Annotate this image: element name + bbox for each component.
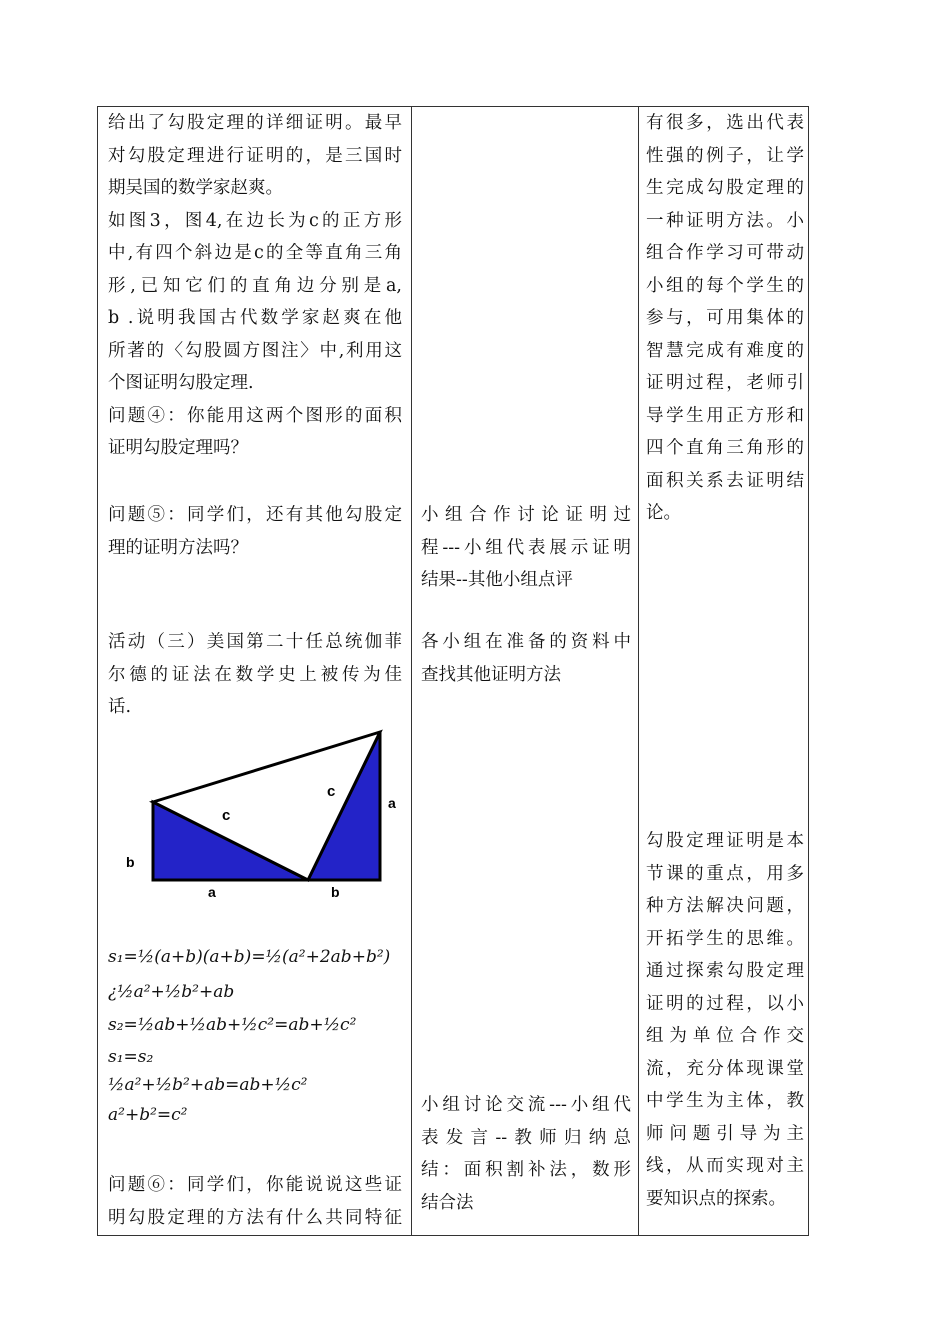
intent-block-key-point: 勾股定理证明是本 节课的重点，用多 种方法解决问题， 开拓学生的思维。 通过探索勾股定理 证明的过程，以小 组为单位合作交 流，充分体现课堂 中学生为主体，教 师问题引导为主 线，从而实现对主 要知识点的探索。: [646, 831, 804, 1209]
teaching-content-column: [98, 107, 412, 1235]
lesson-table: [97, 106, 809, 1236]
equation-s1-equals-s2: s₁=s₂: [108, 1047, 154, 1067]
summary-discussion-block: 小组讨论交流---小组代 表发言--教师归纳总 结：面积割补法，数形 结合法: [421, 1095, 631, 1213]
student-activity-column: [411, 107, 639, 1235]
label-b-bottom: b: [331, 884, 340, 900]
question-6-block: 问题⑥：同学们，你能说说这些证 明勾股定理的方法有什么共同特征: [108, 1175, 402, 1228]
equation-s1-expanded: ¿½a²+½b²+ab: [108, 982, 235, 1002]
garfield-trapezoid-figure: [118, 722, 398, 902]
equation-s1: s₁=½(a+b)(a+b)=½(a²+2ab+b²): [108, 947, 391, 967]
label-b-left: b: [126, 854, 135, 870]
equation-s2: s₂=½ab+½ab+½c²=ab+½c²: [108, 1015, 357, 1035]
label-c-left: c: [222, 807, 231, 824]
find-methods-block: 各小组在准备的资料中 查找其他证明方法: [421, 632, 631, 685]
equation-combined: ½a²+½b²+ab=ab+½c²: [108, 1075, 308, 1095]
intent-block-group-work: 有很多，选出代表 性强的例子，让学 生完成勾股定理的 一种证明方法。小 组合作学习可带动 小组的每个学生的 参与，可用集体的 智慧完成有难度的 证明过程，老师引 导学生用正方形和 四个直角三角形的 面积关系去证明结 论。: [646, 113, 804, 523]
content-block-zhao-shuang: 给出了勾股定理的详细证明。最早 对勾股定理进行证明的，是三国时 期吴国的数学家赵爽。 如图3，图4,在边长为c的正方形 中,有四个斜边是c的全等直角三角 形,已知它们的直角边分别是a, b .说明我国古代数学家赵爽在他 所著的〈勾股圆方图注〉中,利用这 个图证明勾股定理. 问题④：你能用这两个图形的面积 证明勾股定理吗？: [108, 113, 402, 458]
label-a-right: a: [388, 795, 396, 811]
label-a-bottom: a: [208, 884, 216, 900]
group-discussion-block: 小组合作讨论证明过 程---小组代表展示证明 结果--其他小组点评: [421, 505, 631, 590]
label-c-right: c: [327, 783, 336, 800]
design-intent-column: [638, 107, 810, 1235]
question-5-block: 问题⑤：同学们，还有其他勾股定 理的证明方法吗？: [108, 505, 402, 558]
activity-3-block: 活动（三）美国第二十任总统伽菲 尔德的证法在数学史上被传为佳 话.: [108, 632, 402, 717]
equation-pythagoras: a²+b²=c²: [108, 1105, 188, 1125]
